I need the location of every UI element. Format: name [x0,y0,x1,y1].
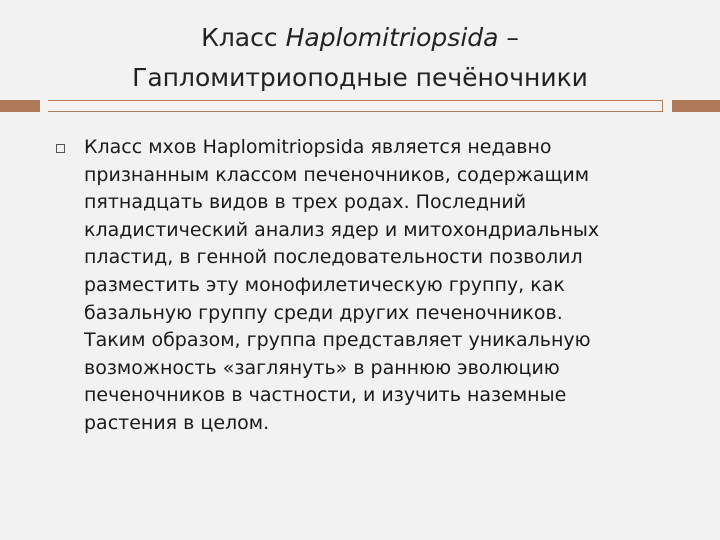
title-divider-left-bar [0,100,40,112]
square-bullet-icon [56,144,65,153]
body-line: печеночников в частности, и изучить наземные [84,384,567,407]
body-line: растения в целом. [84,411,270,434]
body-line: базальную группу среди других печеночников. [84,301,563,324]
body-line: возможность «заглянуть» в раннюю эволюцию [84,356,560,379]
title-divider-frame [48,100,663,112]
slide-title [40,18,680,98]
title-divider-right-bar [672,100,720,112]
body-line: пятнадцать видов в трех родах. Последний [84,191,527,214]
title-line-2: Гапломитриоподные печёночники [132,63,588,92]
title-italic-taxon: Haplomitriopsida [285,23,499,52]
body-line: Класс мхов Haplomitriopsida является недавно [84,136,552,158]
body-line: признанным классом печеночников, содержащим [84,163,590,186]
title-suffix: – [498,23,519,52]
title-prefix: Класс [201,23,286,52]
body-paragraph [84,134,684,438]
body-line: Таким образом, группа представляет уникальную [84,329,591,352]
title-line-1 [40,18,680,58]
body-line: пластид, в генной последовательности позволил [84,246,583,269]
body-line: кладистический анализ ядер и митохондриальных [84,218,600,241]
body-line: разместить эту монофилетическую группу, как [84,273,565,296]
